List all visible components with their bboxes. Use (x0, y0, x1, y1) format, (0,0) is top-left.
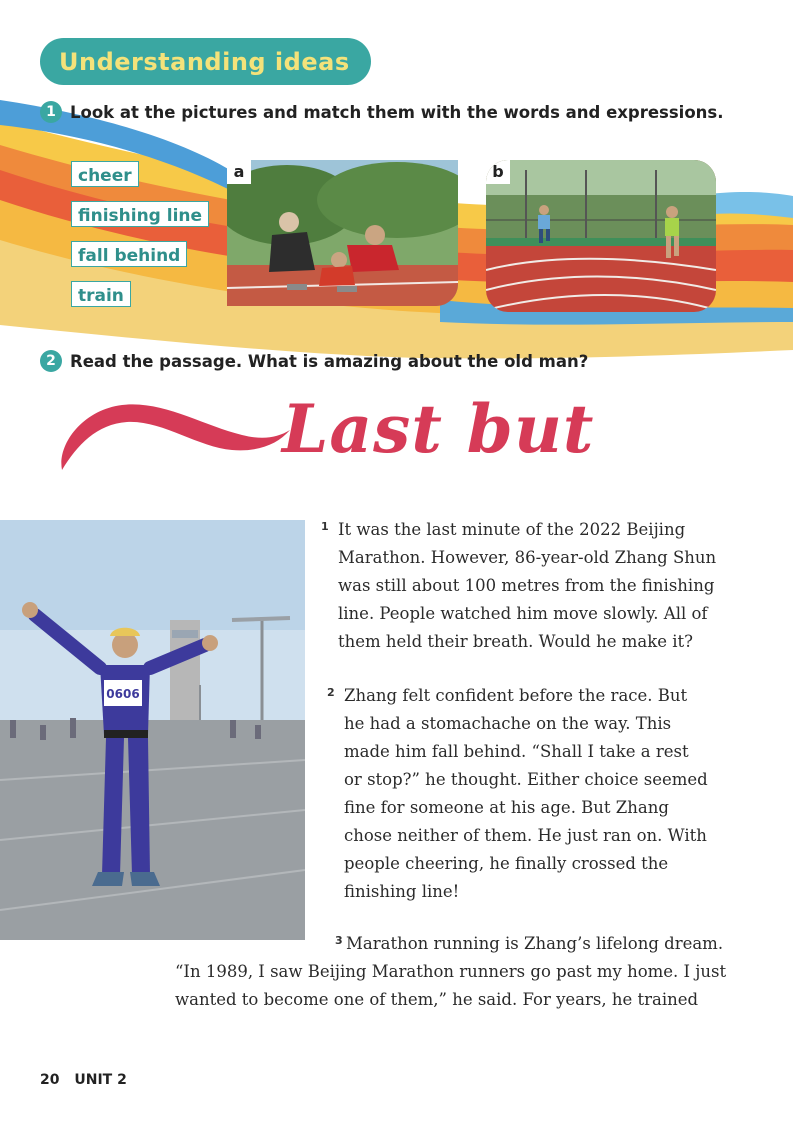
track-runners-illustration (486, 160, 716, 312)
paragraph-3 (175, 930, 726, 1014)
paragraph-line: line. People watched him move slowly. All of (338, 604, 708, 623)
photo-a-starting-line (227, 160, 458, 306)
swoosh-decoration (52, 390, 292, 475)
activity-1-text: Look at the pictures and match them with the words and expressions. (70, 102, 724, 122)
paragraph-line: was still about 100 metres from the finishing (338, 576, 715, 595)
paragraph-number: 2 (327, 686, 335, 699)
paragraph-line: finishing line! (344, 882, 460, 901)
word-box-cheer: cheer (71, 161, 139, 187)
paragraph-line: fine for someone at his age. But Zhang (344, 798, 669, 817)
paragraph-number: 1 (321, 520, 329, 533)
activity-2-instruction (40, 350, 588, 372)
paragraph-line: “In 1989, I saw Beijing Marathon runners go past my home. I just (175, 962, 727, 981)
photo-a-label: a (227, 160, 251, 184)
section-title: Understanding ideas (59, 47, 350, 76)
paragraph-line: or stop?” he thought. Either choice seemed (344, 770, 708, 789)
paragraph-line: wanted to become one of them,” he said. For years, he trained (175, 990, 699, 1009)
paragraph-line: Marathon running is Zhang’s lifelong dream. (346, 934, 724, 953)
page-number: 20 (40, 1072, 60, 1088)
paragraph-line: chose neither of them. He just ran on. With (344, 826, 707, 845)
paragraph-line: them held their breath. Would he make it? (338, 632, 693, 651)
paragraph-line: Marathon. However, 86-year-old Zhang Shun (338, 548, 717, 567)
paragraph-1 (321, 516, 717, 656)
paragraph-line: made him fall behind. “Shall I take a rest (344, 742, 689, 761)
activity-number-badge: 1 (40, 101, 62, 123)
old-man-runner-illustration (0, 520, 305, 940)
photo-b-track-runners (486, 160, 716, 312)
passage-title-block (52, 385, 752, 475)
activity-1-instruction (40, 101, 724, 123)
activity-number-badge: 2 (40, 350, 62, 372)
section-title-pill (40, 38, 371, 85)
paragraph-line: Zhang felt confident before the race. But (344, 686, 688, 705)
bib-number: 0606 (106, 687, 140, 701)
word-box-train: train (71, 281, 131, 307)
word-box-finishing-line: finishing line (71, 201, 209, 227)
paragraph-line: It was the last minute of the 2022 Beijing (338, 520, 686, 539)
passage-title: Last but (282, 390, 595, 468)
paragraph-line: he had a stomachache on the way. This (344, 714, 672, 733)
paragraph-2 (327, 682, 708, 906)
activity-2-text: Read the passage. What is amazing about the old man? (70, 351, 589, 371)
starting-line-illustration (227, 160, 458, 306)
main-photo-zhang-shun (0, 520, 305, 940)
word-box-fall-behind: fall behind (71, 241, 187, 267)
paragraph-line-first (175, 930, 726, 958)
photo-b-label: b (486, 160, 510, 184)
page-footer (40, 1072, 137, 1088)
unit-label: UNIT 2 (74, 1072, 127, 1088)
paragraph-number: 3 (335, 934, 343, 947)
paragraph-line: people cheering, he finally crossed the (344, 854, 669, 873)
